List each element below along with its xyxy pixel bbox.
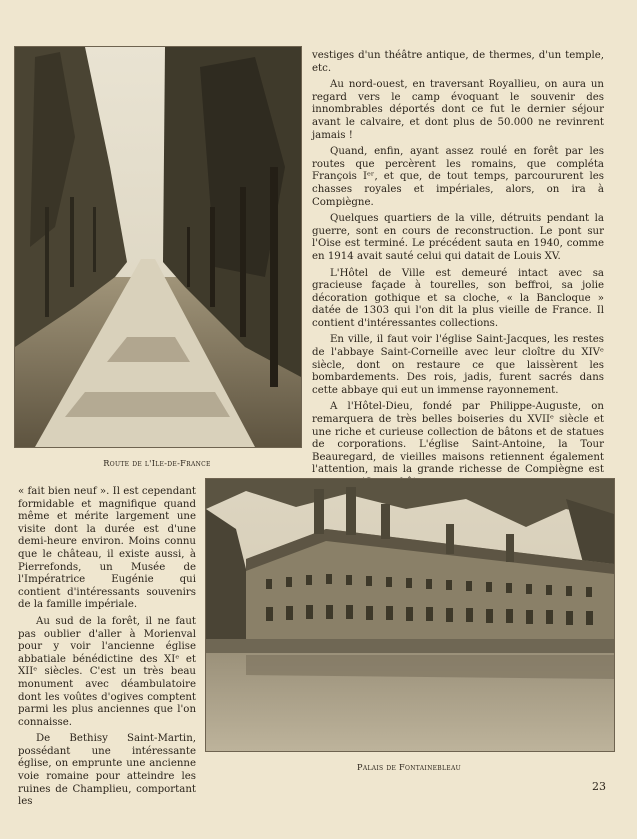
palace-caption — [205, 762, 613, 772]
left-column-text — [18, 486, 196, 813]
road-photo — [14, 46, 302, 448]
paragraph: De Bethisy Saint-Martin, possédant une intéressante église, on emprunte une ancienne voie romaine pour atteindre les ruines de Champlieu, comportant les — [18, 733, 196, 808]
page-number: 23 — [592, 780, 606, 793]
palace-photo — [205, 478, 615, 752]
paragraph: Quand, enfin, ayant assez roulé en forêt par les routes que percèrent les romains, que compléta François Iᵉʳ, et que, de tout temps, parcoururent les chasses royales et impériales, alors, on ira à Compiègne. — [312, 146, 604, 208]
paragraph: vestiges d'un théâtre antique, de thermes, d'un temple, etc. — [312, 50, 604, 74]
palace-caption-text: Palais de Fontainebleau — [357, 762, 461, 772]
paragraph: A l'Hôtel-Dieu, fondé par Philippe-Auguste, on remarquera de très belles boiseries du XVIIᵉ siècle et une riche et curieuse collection de bâtons et de statues de corporations. L'église Saint-Antoine, la Tour Beauregard, de vieilles maisons retiennent également l'attention, mais la grande richesse de Compiègne est — [312, 401, 604, 476]
paragraph: Quelques quartiers de la ville, détruits pendant la guerre, sont en cours de reconstruction. Le pont sur l'Oise est terminé. Le précédent sauta en 1940, comme en 1914 avait sauté celui qui datait de Louis XV. — [312, 213, 604, 262]
paragraph: En ville, il faut voir l'église Saint-Jacques, les restes de l'abbaye Saint-Corneille avec leur cloître du XIVᵉ siècle, dont on restaure ce que laissèrent les bombardements. Des rois, jadis, furent sacrés dans cette abbaye qui eut un immense rayonnement. — [312, 334, 604, 396]
paragraph: L'Hôtel de Ville est demeuré intact avec sa gracieuse façade à tourelles, son beffroi, sa jolie décoration gothique et sa cloche, « la Bancloque » datée de 1303 qui l'on dit la plus vieille de France. Il contient d'intéressantes collections. — [312, 267, 604, 329]
paragraph: Au nord-ouest, en traversant Royallieu, on aura un regard vers le camp évoquant le souvenir des innombrables déportés dont ce fut le dernier séjour avant le calvaire, et dont plus de 50.000 ne revinrent jamais ! — [312, 79, 604, 141]
road-caption-text: Route de l'Ile-de-France — [103, 458, 211, 468]
road-illustration — [15, 47, 301, 447]
road-caption — [14, 458, 300, 468]
paragraph: « fait bien neuf ». Il est cependant formidable et magnifique quand même et mérite largement une visite dont la durée est d'une demi-heure environ. Moins connu que le château, il existe aussi, à Pierrefonds, un Musée de l'Impératrice Eugénie qui contient d'intéressants souvenirs de la famille impériale. — [18, 486, 196, 611]
palace-illustration — [206, 479, 614, 751]
paragraph: Au sud de la forêt, il ne faut pas oublier d'aller à Morienval pour y voir l'ancienne église abbatiale bénédictine des XIᵉ et XIIᵉ siècles. C'est un très beau monument avec déambulatoire dont les voûtes d'ogives comptent parmi les plus anciennes que l'on connaisse. — [18, 615, 196, 728]
